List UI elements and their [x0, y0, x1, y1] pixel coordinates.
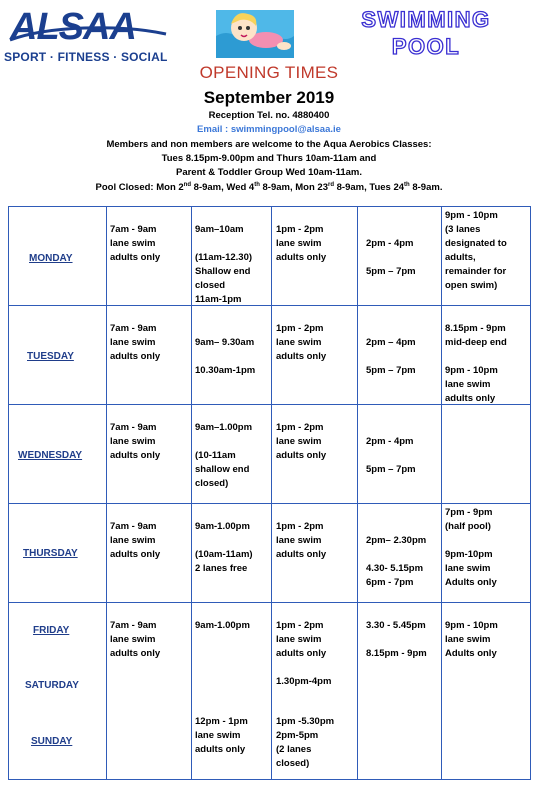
time-slot-text: closed [195, 280, 226, 291]
wednesday-slot-3 [272, 405, 357, 503]
time-slot-text: adults only [276, 351, 327, 362]
time-slot-text: 9pm-10pm [445, 549, 493, 560]
time-slot-text: adults only [276, 252, 327, 263]
alsaa-logo [4, 6, 174, 64]
wednesday-slot-2 [192, 405, 271, 503]
time-slot-text: 2pm - 4pm [366, 436, 414, 447]
opening-times-heading: OPENING TIMES [199, 63, 339, 82]
time-slot-text: 7am - 9am [110, 224, 157, 235]
tuesday-slot-5 [442, 306, 530, 404]
time-slot-text: adults only [276, 450, 327, 461]
time-slot-text: adults only [110, 549, 161, 560]
thursday-slot-4 [358, 504, 441, 602]
time-slot-text: 1pm - 2pm [276, 620, 324, 631]
thursday-slot-1 [107, 504, 191, 602]
time-slot-text: (10am-11am) [195, 549, 253, 560]
time-slot-text: shallow end [195, 464, 250, 475]
time-slot-text: 11am-1pm [195, 294, 242, 305]
time-slot-text: remainder for [445, 266, 507, 277]
logo-tagline: SPORT · FITNESS · SOCIAL [4, 50, 168, 64]
time-slot-text: lane swim [276, 634, 322, 645]
time-slot-text: adults only [110, 450, 161, 461]
time-slot-text: 8.15pm - 9pm [366, 648, 427, 659]
monday-slot-5 [442, 207, 530, 305]
monday-slot-4 [358, 207, 441, 305]
day-label-sunday: SUNDAY [31, 736, 73, 747]
time-slot-text: 9am–1.00pm [195, 422, 253, 433]
time-slot-text: adults only [110, 648, 161, 659]
time-slot-text: adults only [110, 252, 161, 263]
time-slot-text: 9am-1.00pm [195, 521, 250, 532]
time-slot-text: designated to [445, 238, 507, 249]
time-slot-text: 9pm - 10pm [445, 210, 498, 221]
time-slot-text: (half pool) [445, 521, 491, 532]
time-slot-text: adults only [445, 393, 496, 404]
time-slot-text: 1pm - 2pm [276, 323, 324, 334]
time-slot-text: 5pm – 7pm [366, 464, 416, 475]
wednesday-slot-4 [358, 405, 441, 503]
time-slot-text: (3 lanes [445, 224, 481, 235]
day-label-monday: MONDAY [29, 253, 73, 264]
time-slot-text: adults, [445, 252, 476, 263]
table-row [9, 405, 531, 504]
time-slot-text: 4.30- 5.15pm [366, 563, 424, 574]
time-slot-text: 2pm– 2.30pm [366, 535, 427, 546]
time-slot-text: 7pm - 9pm [445, 507, 493, 518]
time-slot-text: 5pm – 7pm [366, 266, 416, 277]
thursday-slot-2 [192, 504, 271, 602]
monday-slot-1 [107, 207, 191, 305]
time-slot-text: lane swim [445, 379, 491, 390]
time-slot-text: open swim) [445, 280, 498, 291]
friday-slot-4 [358, 603, 441, 779]
time-slot-text: (11am-12.30) [195, 252, 253, 263]
time-slot-text: lane swim [276, 337, 322, 348]
tuesday-slot-1 [107, 306, 191, 404]
table-row [9, 306, 531, 405]
wednesday-slot-1 [107, 405, 191, 503]
time-slot-text: 1pm - 2pm [276, 521, 324, 532]
time-slot-text: adults only [110, 351, 161, 362]
time-slot-text: 10.30am-1pm [195, 365, 256, 376]
time-slot-text: lane swim [195, 730, 241, 741]
table-row [9, 207, 531, 306]
time-slot-text: lane swim [110, 634, 156, 645]
time-slot-text: 8.15pm - 9pm [445, 323, 506, 334]
aqua-aerobics-line: Members and non members are welcome to the Aqua Aerobics Classes: [106, 139, 432, 150]
thursday-slot-3 [272, 504, 357, 602]
table-row [9, 504, 531, 603]
table-row [9, 603, 531, 780]
pool-title-line2: POOL [391, 34, 461, 59]
time-slot-text: 3.30 - 5.45pm [366, 620, 426, 631]
reception-phone: Reception Tel. no. 4880400 [208, 110, 330, 121]
time-slot-text: 7am - 9am [110, 422, 157, 433]
day-label-saturday: SATURDAY [25, 680, 79, 691]
time-slot-text: (10-11am [195, 450, 236, 461]
time-slot-text: lane swim [276, 238, 322, 249]
time-slot-text: 6pm - 7pm [366, 577, 414, 588]
thursday-slot-5 [442, 504, 530, 602]
time-slot-text: 1pm -5.30pm [276, 716, 335, 727]
time-slot-text: adults only [276, 648, 327, 659]
time-slot-text: 5pm – 7pm [366, 365, 416, 376]
time-slot-text: lane swim [276, 436, 322, 447]
time-slot-text: 1.30pm-4pm [276, 676, 332, 687]
time-slot-text: 1pm - 2pm [276, 224, 324, 235]
weekend-slot-2 [192, 603, 271, 779]
time-slot-text: Adults only [445, 577, 497, 588]
email-link[interactable]: Email : swimmingpool@alsaa.ie [197, 124, 341, 135]
time-slot-text: closed) [195, 478, 229, 489]
friday-slot-1 [107, 603, 191, 779]
month-heading: September 2019 [203, 88, 335, 107]
day-label-tuesday: TUESDAY [27, 351, 74, 362]
monday-slot-3 [272, 207, 357, 305]
time-slot-text: lane swim [445, 634, 491, 645]
time-slot-text: Adults only [445, 648, 497, 659]
time-slot-text: mid-deep end [445, 337, 507, 348]
weekend-slot-3 [272, 603, 357, 779]
time-slot-text: lane swim [445, 563, 491, 574]
time-slot-text: adults only [276, 549, 327, 560]
day-label-wednesday: WEDNESDAY [18, 450, 83, 461]
swimming-pool-title [322, 6, 530, 60]
time-slot-text: lane swim [110, 436, 156, 447]
time-slot-text: adults only [195, 744, 246, 755]
tuesday-slot-2 [192, 306, 271, 404]
aqua-schedule-line: Tues 8.15pm-9.00pm and Thurs 10am-11am and [161, 153, 377, 164]
time-slot-text: 12pm - 1pm [195, 716, 248, 727]
time-slot-text: 9am–10am [195, 224, 244, 235]
time-slot-text: 1pm - 2pm [276, 422, 324, 433]
day-label-friday: FRIDAY [33, 625, 70, 636]
time-slot-text: 2 lanes free [195, 563, 248, 574]
tuesday-slot-3 [272, 306, 357, 404]
time-slot-text: 9pm - 10pm [445, 365, 498, 376]
time-slot-text: (2 lanes [276, 744, 312, 755]
swimmer-mascot-icon [214, 6, 296, 62]
time-slot-text: lane swim [110, 238, 156, 249]
toddler-group-line: Parent & Toddler Group Wed 10am-11am. [175, 167, 362, 178]
time-slot-text: closed) [276, 758, 310, 769]
time-slot-text: 2pm – 4pm [366, 337, 416, 348]
time-slot-text: 2pm - 4pm [366, 238, 414, 249]
time-slot-text: 9am-1.00pm [195, 620, 250, 631]
time-slot-text: 2pm-5pm [276, 730, 319, 741]
time-slot-text: 9pm - 10pm [445, 620, 498, 631]
pool-title-line1: SWIMMING [361, 7, 491, 32]
time-slot-text: lane swim [110, 535, 156, 546]
time-slot-text: Shallow end [195, 266, 251, 277]
time-slot-text: 7am - 9am [110, 521, 157, 532]
time-slot-text: 7am - 9am [110, 620, 157, 631]
time-slot-text: 7am - 9am [110, 323, 157, 334]
monday-slot-2 [192, 207, 271, 305]
friday-slot-5 [442, 603, 530, 779]
timetable [8, 206, 531, 780]
time-slot-text: 9am– 9.30am [195, 337, 255, 348]
time-slot-text: lane swim [110, 337, 156, 348]
pool-closed-notice: Pool Closed: Mon 2nd 8-9am, Wed 4th 8-9am, Mon 23rd 8-9am, Tues 24th 8-9am. [95, 181, 443, 193]
logo-word: ALSAA [10, 6, 136, 48]
time-slot-text: lane swim [276, 535, 322, 546]
day-label-thursday: THURSDAY [23, 548, 78, 559]
tuesday-slot-4 [358, 306, 441, 404]
